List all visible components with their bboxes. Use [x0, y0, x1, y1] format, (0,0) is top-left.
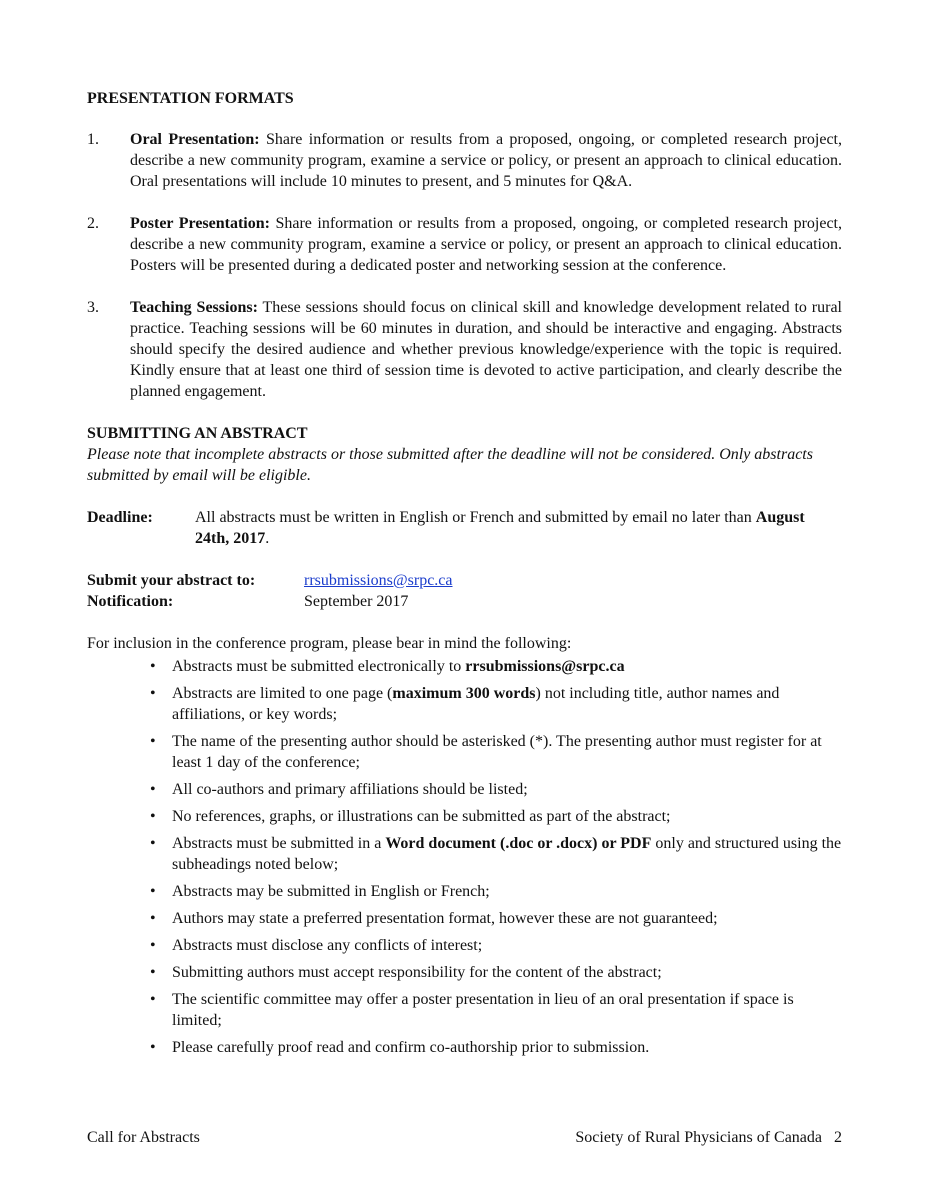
format-item: [87, 129, 842, 192]
guideline-emphasis: Word document (.doc or .docx) or PDF: [385, 835, 652, 852]
bullet-icon: •: [150, 1039, 156, 1056]
guideline-item: [150, 683, 842, 725]
guideline-item: [150, 779, 842, 800]
guideline-text: The name of the presenting author should be asterisked (*). The presenting author must register for at least 1 day of the conference;: [172, 733, 822, 771]
submission-email-link[interactable]: rrsubmissions@srpc.ca: [304, 572, 453, 589]
bullet-icon: •: [150, 964, 156, 981]
submit-to-label: Submit your abstract to:: [87, 572, 256, 589]
footer-right-block: [575, 1127, 842, 1148]
guideline-text: Abstracts must be submitted in a: [172, 835, 386, 852]
guidelines-intro: For inclusion in the conference program, please bear in mind the following:: [87, 635, 572, 652]
format-title: Oral Presentation:: [130, 131, 260, 148]
guideline-text: Authors may state a preferred presentation format, however these are not guaranteed;: [172, 910, 718, 927]
guideline-item: [150, 833, 842, 875]
guideline-text: Abstracts are limited to one page (: [172, 685, 393, 702]
heading-presentation-formats: PRESENTATION FORMATS: [87, 90, 294, 107]
guideline-item: [150, 962, 842, 983]
guideline-item: [150, 989, 842, 1031]
format-text: Share information or results from a proposed, ongoing, or completed research project, describe a new community program, examine a service or policy, or present an approach to clinical education. Oral presentations will include 10 minutes to present, and 5 minutes for Q&A.: [130, 131, 843, 190]
guideline-text: Abstracts must disclose any conflicts of interest;: [172, 937, 483, 954]
deadline-text: All abstracts must be written in English or French and submitted by email no later than: [195, 509, 756, 526]
guideline-text-end: ) not including title, author names and affiliations, or key words;: [172, 685, 780, 723]
footer-left: Call for Abstracts: [87, 1129, 200, 1146]
guideline-text: Abstracts may be submitted in English or French;: [172, 883, 490, 900]
guideline-text: All co-authors and primary affiliations should be listed;: [172, 781, 528, 798]
bullet-icon: •: [150, 685, 156, 702]
bullet-icon: •: [150, 835, 156, 852]
format-text: These sessions should focus on clinical skill and knowledge development related to rural practice. Teaching sessions will be 60 minutes in duration, and should be interactive and engaging. Abstracts should specify the desired audience and whether previous knowledge/experience with the topic is required. Kindly ensure that at least one third of session time is devoted to active participation, and clearly describe the planned engagement.: [130, 299, 843, 400]
submission-note: Please note that incomplete abstracts or those submitted after the deadline will not be considered. Only abstracts submitted by email will be eligible.: [87, 446, 813, 484]
guideline-emphasis: maximum 300 words: [392, 685, 536, 702]
deadline-date: August 24th, 2017: [195, 509, 805, 547]
bullet-icon: •: [150, 991, 156, 1008]
guideline-item: [150, 656, 842, 677]
guideline-text-end: only and structured using the subheadings noted below;: [172, 835, 842, 873]
submit-to-row: [87, 570, 842, 591]
guideline-text: Abstracts must be submitted electronically to: [172, 658, 466, 675]
format-item: [87, 213, 842, 276]
page-footer: [87, 1127, 842, 1148]
bullet-icon: •: [150, 658, 156, 675]
format-number: 2.: [87, 215, 99, 232]
guideline-item: [150, 908, 842, 929]
notification-value: September 2017: [304, 593, 409, 610]
guideline-emphasis: rrsubmissions@srpc.ca: [465, 658, 625, 675]
page-content: [87, 88, 842, 1064]
deadline-end: .: [265, 530, 270, 547]
guideline-text: The scientific committee may offer a poster presentation in lieu of an oral presentation if space is limited;: [172, 991, 794, 1029]
bullet-icon: •: [150, 781, 156, 798]
guideline-text: No references, graphs, or illustrations can be submitted as part of the abstract;: [172, 808, 671, 825]
format-title: Poster Presentation:: [130, 215, 270, 232]
page-number: 2: [834, 1129, 842, 1146]
guideline-text: Submitting authors must accept responsibility for the content of the abstract;: [172, 964, 662, 981]
format-number: 3.: [87, 299, 99, 316]
format-number: 1.: [87, 131, 99, 148]
guideline-item: [150, 731, 842, 773]
guideline-text: Please carefully proof read and confirm co-authorship prior to submission.: [172, 1039, 650, 1056]
deadline-text-block: [195, 507, 842, 549]
bullet-icon: •: [150, 883, 156, 900]
heading-submitting-abstract: SUBMITTING AN ABSTRACT: [87, 425, 308, 442]
submission-info: [87, 570, 842, 612]
format-title: Teaching Sessions:: [130, 299, 258, 316]
notification-row: [87, 591, 842, 612]
guideline-item: [150, 881, 842, 902]
bullet-icon: •: [150, 937, 156, 954]
format-item: [87, 297, 842, 402]
notification-label: Notification:: [87, 593, 174, 610]
guideline-item: [150, 1037, 842, 1058]
guideline-item: [150, 806, 842, 827]
deadline-label: Deadline:: [87, 509, 153, 526]
guidelines-list: [87, 656, 842, 1058]
deadline-row: [87, 507, 842, 549]
bullet-icon: •: [150, 910, 156, 927]
footer-org: Society of Rural Physicians of Canada: [575, 1129, 822, 1146]
formats-list: [87, 129, 842, 402]
bullet-icon: •: [150, 733, 156, 750]
guideline-item: [150, 935, 842, 956]
bullet-icon: •: [150, 808, 156, 825]
format-text: Share information or results from a proposed, ongoing, or completed research project, describe a new community program, examine a service or policy, or present an approach to clinical education. Posters will be presented during a dedicated poster and networking session at the conference.: [130, 215, 842, 274]
